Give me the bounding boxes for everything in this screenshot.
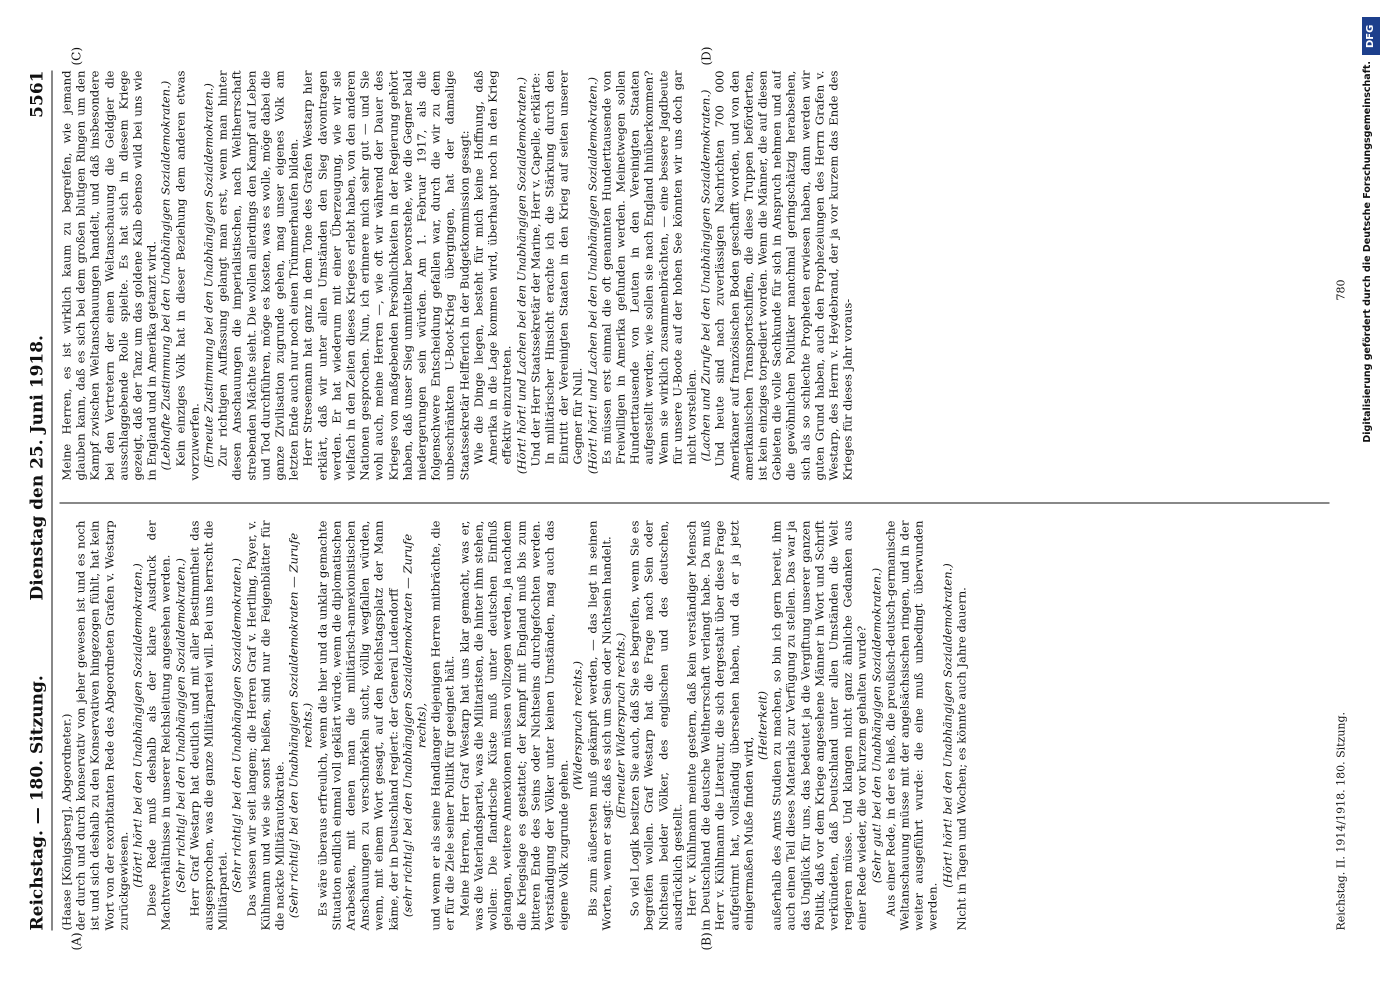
page-header — [28, 71, 54, 931]
speech-paragraph: Kein einziges Volk hat in dieser Beziehung dem anderen etwas vorzuwerfen. — [173, 70, 202, 481]
left-column — [60, 521, 1330, 931]
margin-label-b: (B) — [699, 932, 714, 951]
stage-direction: (Sehr richtig! bei den Unabhängigen Sozialdemokraten.) — [173, 558, 188, 893]
speech-paragraph: So viel Logik besitzen Sie auch, daß Sie es begreifen, wenn Sie es begreifen wollen. Graf Westarp hat die Frage nach Sein oder Nichtsein beider Völker, des englischen und des deutschen, ausdrücklich gestellt. — [627, 520, 685, 931]
stage-direction: (Hört! hört! und Lachen bei den Unabhängigen Sozialdemokraten.) — [585, 76, 600, 475]
header-page-number: 5561 — [27, 70, 48, 118]
stage-direction: (Erneuter Widerspruch rechts.) — [613, 632, 628, 819]
margin-label-a: (A) — [69, 932, 84, 951]
speech-paragraph: Herr Graf Westarp hat deutlich und mit aller Bestimmtheit das ausgesprochen, was die ganze Militärpartei will. Bei uns herrscht die Militärpartei. — [187, 520, 230, 931]
speech-paragraph: Aus einer Rede, in der es hieß, die preußisch-deutsch-germanische Weltanschauung müsse mit der angelsächsischen ringen, und in der weiter ausgeführt wurde: die eine muß unbedingt überwunden werden. — [883, 520, 940, 931]
speech-paragraph: Bis zum äußersten muß gekämpft werden, — das liegt in seinen Worten, wenn er sagt: daß es sich um Sein oder Nichtsein handelt. — [585, 520, 614, 931]
speech-paragraph: Es müssen erst einmal die oft genannten Hunderttausende von Freiwilligen in Amerika gefunden werden. Meinetwegen sollen Hunderttausende von Leuten in den Vereinigten Staaten aufgestellt werden; wie sollen sie nach England hinüberkommen? Wenn sie wirklich zusammenbrächten, — eine bessere Jagdbeute für unsere U-Boote auf der hohen See könnten wir uns doch gar nicht vorstellen. — [599, 70, 699, 465]
margin-label-c: (C) — [69, 46, 84, 66]
speech-paragraph: außerhalb des Amts Studien zu machen, so bin ich gern bereit, ihm auch einen Teil dieses Materials zur Verfügung zu stellen. Das war ja das Unglück für uns, das bedeutet ja die Vergiftung unserer ganzen Politik, daß vor dem Kriege angesehene Männer in Wort und Schrift verkündeten, daß Deutschland unter allen Umständen die Welt regieren müsse. Und klangen nicht ganz ähnliche Gedanken aus einer Rede wieder, die vor kurzem gehalten wurde? — [769, 520, 869, 931]
stage-direction: (Sehr richtig! bei den Unabhängigen Sozialdemokraten — Zurufe rechts.) — [286, 532, 315, 919]
speech-paragraph: (Haase [Königsberg], Abgeordneter.) — [59, 713, 74, 931]
header-date: Dienstag den 25. Juni 1918. — [27, 335, 48, 601]
speech-paragraph: und wenn er als seine Handlanger diejenigen Herren mitbrächte, die er für die Ziele seiner Politik für geeignet hält. — [428, 520, 457, 931]
speech-paragraph: Nicht in Tagen und Wochen; es könnte auch Jahre dauern. — [954, 587, 969, 931]
stage-direction: (Erneute Zustimmung bei den Unabhängigen Sozialdemokraten.) — [201, 83, 216, 468]
speech-paragraph: Wie die Dinge liegen, besteht für mich keine Hoffnung, daß Amerika in die Lage kommen wird, überhaupt noch in den Krieg effektiv einzutreten. — [471, 70, 514, 465]
stage-direction: (Sehr gut! bei den Unabhängigen Sozialdemokraten.) — [869, 567, 884, 884]
stage-direction: (Heiterkeit) — [755, 690, 770, 761]
header-rule — [52, 71, 53, 931]
margin-label-d: (D) — [699, 46, 714, 66]
speech-paragraph: Herr v. Kühlmann meinte gestern, daß kein verständiger Mensch in Deutschland die deutsche Weltherrschaft verlangt habe. Da muß Herr v. Kühlmann die Literatur, die sich dergestalt über diese Frage aufgetürmt hat, vollständig übersehen haben, und da er ja jetzt einigermaßen Muße finden wird, — [684, 520, 756, 931]
stage-direction: (Widerspruch rechts.) — [570, 661, 585, 790]
speech-paragraph: Und heute sind nach zuverlässigen Nachrichten 700 000 Amerikaner auf französischen Boden geschafft worden, und von den amerikanischen Transportschiffen, die diese Truppen beförderten, ist kein einziges torpediert worden. Wenn die Männer, die auf diesen Gebieten die volle Sachkunde für sich in Anspruch nehmen und auf die gewöhnlichen Politiker manchmal geringschätzig herabsehen, sich als so schlechte Propheten erwiesen haben, dann werden wir guten Grund haben, auch den Prophezeiungen des Herrn Grafen v. Westarp, des Herrn v. Heydebrand, der ja vor kurzem das Ende des Krieges für dieses Jahr voraus- — [712, 70, 855, 481]
speech-paragraph: Diese Rede muß deshalb als der klare Ausdruck der Machtverhältnisse in unserer Reichsleitung angesehen werden. — [144, 520, 173, 931]
digitization-credit: Digitalisierung gefördert durch die Deutsche Forschungsgemeinschaft. — [1362, 61, 1373, 443]
stage-direction: (Lachen und Zurufe bei den Unabhängigen Sozialdemokraten.) — [698, 89, 713, 462]
footer-sheet-number: 780 — [1334, 279, 1348, 301]
speech-paragraph: der durch und durch konservativ von jeher gewesen ist und es noch ist und sich deshalb zu den Konservativen hingezogen fühlt, hat kein Wort von der exorbitanten Rede des Abgeordneten Grafen v. Westarp zurückgewiesen. — [73, 520, 131, 931]
column-divider — [60, 503, 1330, 504]
speech-paragraph: Und der Herr Staatssekretär der Marine, Herr v. Capelle, erklärte: — [528, 72, 543, 467]
dfg-logo: DFG — [1362, 17, 1380, 55]
speech-paragraph: Herr Stresemann hat ganz in dem Tone des Grafen Westarp hier erklärt, daß wir unter allen Umständen den Sieg davontragen werden. Er hat wiederum mit einer Überzeugung, wie wir sie vielfach in den Zeiten dieses Krieges erlebt haben, von den anderen Nationen gesprochen. Nun, ich erinnere mich sehr gut — und Sie wohl auch, meine Herren —, wie oft wir während der Dauer des Krieges von maßgebenden Persönlichkeiten in der Regierung gehört haben, daß unser Sieg unmittelbar bevorstehe, wie die Gegner bald niedergerungen sein würden. Am 1. Februar 1917, als die folgenschwere Entscheidung gefallen war, durch die wir zu dem unbeschränkten U-Boot-Krieg übergingen, hat der damalige Staatssekretär Helfferich in der Budgetkommission gesagt: — [300, 70, 472, 481]
stage-direction: (Sehr richtig! bei den Unabhängigen Sozialdemokraten.) — [229, 558, 244, 893]
right-column — [60, 71, 1330, 481]
speech-paragraph: Das wissen wir seit langem; die Herren Graf v. Hertling, Payer, v. Kühlmann und wie sie sonst heißen, sind nur die Feigenblätter für die nackte Militärautokratie. — [244, 520, 287, 931]
stage-direction: (Hört! hört! und Lachen bei den Unabhängigen Sozialdemokraten.) — [514, 76, 528, 475]
speech-paragraph: Meine Herren, es ist wirklich kaum zu begreifen, wie jemand glauben kann, daß es sich bei dem großen blutigen Ringen um den Kampf zwischen Weltanschauungen handelt, und daß insbesondere bei den Vertretern der einen Weltanschauung die Geldgier die ausschlaggebende Rolle spielte. Es hat sich in diesem Kriege gezeigt, daß der Tanz um das goldene Kalb ebenso wild bei uns wie in England und in Amerika getanzt wird. — [59, 70, 159, 481]
speech-paragraph: Zur richtigen Auffassung gelangt man erst, wenn man hinter diesen Anschauungen die imperialistischen, nach Weltherrschaft strebenden Mächte sieht. Die wollen allerdings den Kampf auf Leben und Tod durchführen, möge es kosten, was es wolle, möge dabei die ganze Zivilisation zugrunde gehen, mag unser eigenes Volk am letzten Ende auch nur noch einen Trümmerhaufen bilden. — [215, 70, 301, 481]
stage-direction: (Lebhafte Zustimmung bei den Unabhängigen Sozialdemokraten.) — [158, 80, 173, 471]
stage-direction: (Hört! hört! bei den Unabhängigen Sozialdemokraten.) — [130, 563, 145, 888]
header-session: Reichstag. — 180. Sitzung. — [27, 675, 48, 931]
speech-paragraph: In militärischer Hinsicht erachte ich die Stärkung durch den Eintritt der Vereinigten Staaten in den Krieg auf seiten unserer Gegner für Null. — [542, 70, 585, 465]
stage-direction: (Hört! hört! bei den Unabhängigen Sozialdemokraten.) — [940, 563, 955, 888]
document-page — [0, 1, 1383, 1001]
digitization-sidebar — [1360, 15, 1382, 995]
stage-direction: (sehr richtig! bei den Unabhängigen Sozialdemokraten — Zurufe rechts), — [400, 533, 429, 918]
speech-paragraph: Meine Herren, Herr Graf Westarp hat uns klar gemacht, was er, was die Vaterlandspartei, was die Militaristen, die hinter ihm stehen, wollen: Die flandrische Küste muß unter deutschen Einfluß gelangen, weitere Annexionen müssen vollzogen werden, ja nachdem die Kriegslage es gestattet; der Kampf mit England muß bis zum bitteren Ende des Seins oder Nichtseins durchgefochten werden. Verständigung der Völker unter keinen Umständen, mag auch das eigene Volk zugrunde gehen. — [457, 520, 571, 931]
speech-paragraph: Es wäre überaus erfreulich, wenn die hier und da unklar gemachte Situation endlich einmal voll geklärt würde, wenn die diplomatischen Arabesken, mit denen man die militärisch-annexionistischen Anschauungen zu verschnörkeln sucht, völlig wegfallen würden, wenn, mit einem Wort gesagt, auf den Reichstagsplatz der Mann käme, der in Deutschland regiert: der General Ludendorff — [315, 520, 401, 931]
footer-citation: Reichstag. II. 1914/1918. 180. Sitzung. — [1334, 711, 1348, 931]
